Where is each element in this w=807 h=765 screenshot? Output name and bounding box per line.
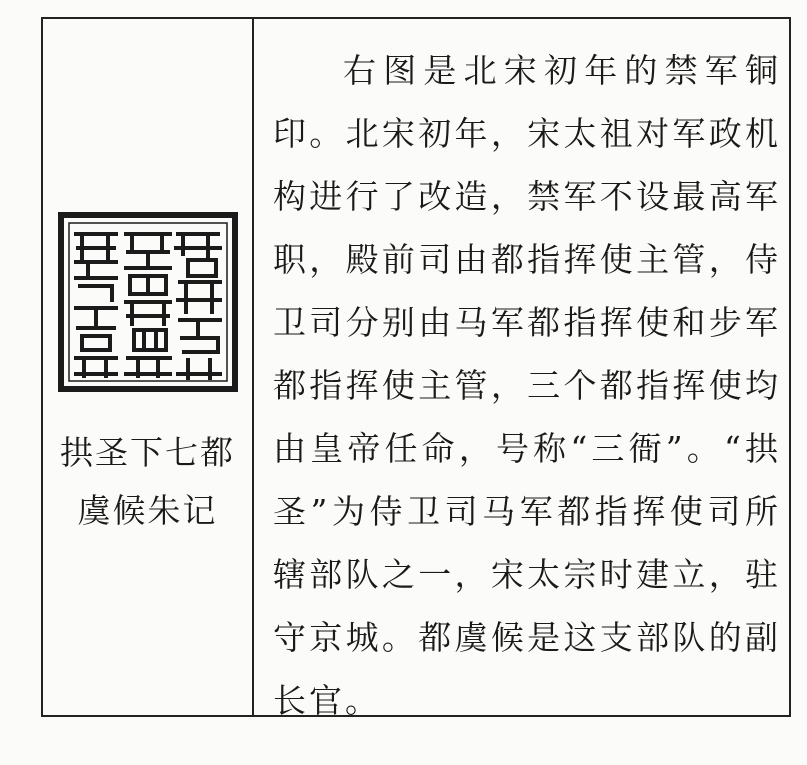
text-column [254, 19, 789, 720]
seal-stamp-icon [58, 212, 238, 392]
body-paragraph: 右图是北宋初年的禁军铜印。北宋初年，宋太祖对军政机构进行了改造，禁军不设最高军职，殿前司由都指挥使主管，侍卫司分别由马军都指挥使和步军都指挥使主管，三个都指挥使均由皇帝任命，号称“三衙”。“拱圣”为侍卫司马军都指挥使司所辖部队之一，宋太宗时建立，驻守京城。都虞候是这支部队的副长官。 [273, 51, 781, 720]
seal-column [43, 19, 254, 715]
seal-caption [43, 424, 252, 540]
seal-caption-line2: 虞候朱记 [77, 491, 218, 530]
bordered-table [41, 17, 791, 720]
seal-caption-line1: 拱圣下七都 [60, 433, 235, 472]
